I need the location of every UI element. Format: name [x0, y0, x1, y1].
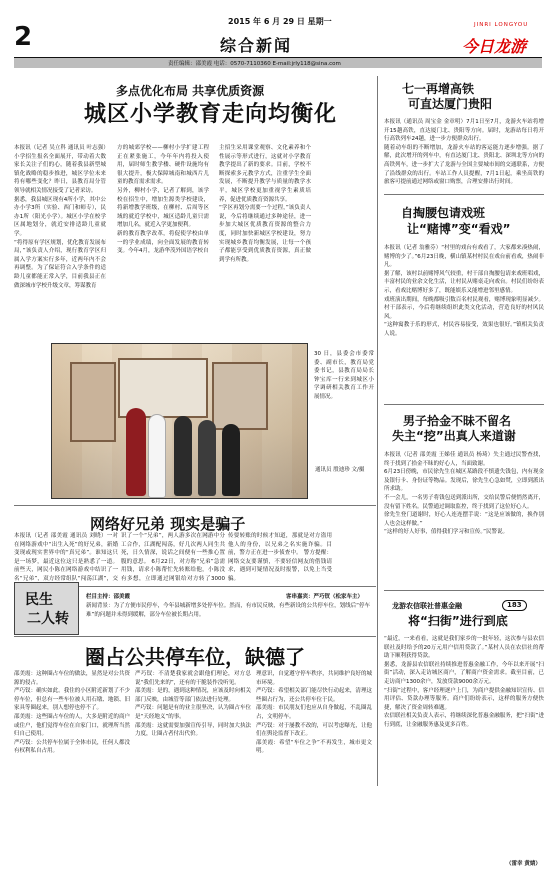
newspaper-logo: 今日龙游 — [462, 37, 527, 56]
column-topic: 新闻背景：为了方便市民停车，今年县城新增多处停车位。然而，有市民反映，有些新设的公共停车位，划线后“停车难”的问题并未得到缓解，部分车位被长期占用。 — [86, 603, 370, 618]
right-a2-kicker: 自掏腰包请戏班 — [401, 206, 486, 220]
editor-line: 责任编辑：邵美霞 电话：0570-7110360 E-mail:jrly118@sina.com — [168, 61, 341, 67]
middle-col-2: 识了一个“兄弟”，两人游多次在网游中分工合作，江湖配闯荡，好几次两人同生共死，日久情深，说话之间便有一些推心置腹的意思。 6月22日，对方称“兄弟”急需用钱，请求小陈帮忙先转账给他，小陈没有多想，立即通过网银给对方转了3000 — [121, 533, 225, 582]
right-a2-headline: 让“赌博”变“看戏” — [407, 222, 511, 236]
bottom-col-1: 邵美霞：这种圈占车位的做法，显然是对公共资源的侵占。 严巧钗：确实如此。我住的小区附近新划了不少停车位，但总有一些车位被人用石墩、地锁、旧家具等圈起来，别人想停也停不了。 邵美霞：这些圈占车位的人，大多是附近的商户或住户，他们觉得车位在自家门口，就理所当然归自己使用。 严巧钗：公共停车位属于全体市民，任何人都没有权利私自占用。 — [14, 671, 130, 755]
right-a1-headline: 可直达厦门贵阳 — [408, 97, 493, 111]
right-a2-body: 本报讯（记者 翁雅芬）“村里的戏台有戏看了，大家都来凑热闹，赌博的少了。”6月23日晚，横山镇某村村民在戏台前看戏，热闹非凡。 据了解，该村以前赌博风气较重，村干部自掏腰包请来戏班唱戏，丰富村民的业余文化生活，让村民从赌桌走向戏台。村民们纷纷表示，看戏比赌博好多了，既能娱乐又能增进邻里感情。 戏班演出期间，每晚都吸引数百名村民观看，赌博现象明显减少。村干部表示，今后将继续组织此类文化活动，营造良好的村风民风。 “这种寓教于乐的形式，村民容易接受，效果也很好。”镇相关负责人说。 — [384, 245, 544, 337]
right-a4-kicker: 龙游农信联社普惠金融 — [392, 602, 462, 610]
page-date: 2015 年 6 月 29 日 星期一 — [228, 17, 332, 26]
right-a1-kicker: 七一再增高铁 — [402, 82, 475, 96]
right-a4-body: “最近，一来看看，这就是我们家乡的一批年轻，这次参与县农信联社及时给予的20万元用户信用贷款了。”某村人员在农信社的帮助下顺利获得贷款。 据悉，龙游县农信联社持续推进普惠金融工作，今年以来开展“扫街”活动，深入走访城区商户，了解商户资金需求。截至目前，已走访商户1300余户，发放贷款9000余万元。 “扫街”过程中，客户经理逐户上门，为商户提供金融知识宣传、信用评估、贷款办理等服务。商户们纷纷表示，这样的服务方便快捷，解决了资金周转难题。 农信联社相关负责人表示，将继续深化普惠金融服务，把“扫街”进行到底，让金融服务惠及更多百姓。 — [384, 636, 544, 728]
page-number: 2 — [14, 22, 33, 52]
lead-col-2: 方的城郊学校——柳村小学扩建工程正在紧张施工，今年年内将投入使用，届时师生教学楼、硬件设施均有很大提升，极大保障城南和城西片儿童的教育需求需求。 另外，柳村小学，记者了解到，该学校在招生中，增加生源类学校建设，将新增教学班级，在柳村、后周等区域的就近学校中，城区适龄儿童只需增加几名，就近入学更加便利。 新的教育教学改革，将促使学校由单一的学业成绩，向全面发展的教育转变。今年4月，龙游华茂外国语学校自 — [117, 145, 209, 255]
section-title: 综合新闻 — [220, 36, 293, 55]
lead-headline: 城区小学教育走向均衡化 — [84, 102, 338, 127]
right-a4-headline: 将“扫街”进行到底 — [408, 614, 508, 628]
column-badge: 民生 二人转 — [14, 582, 79, 635]
lead-kicker: 多点优化布局 共享优质资源 — [116, 84, 265, 98]
right-a1-body: 本报讯（通讯员 周宝金 金章明）7月1日至7月，龙游火车站将增开15趟高铁，直达厦门北、贵阳等方向。届时，龙游站每日将开行高铁列车24趟，进一步方便群众出行。 随着动车组的不断增加，龙游火车站的客运能力逐步增强。据了解，此次增开的列车中，有直达厦门北、贵阳北、深圳北等方向的高铁列车，进一步扩大了龙游与全国主要城市间的交通联系，方便了沿线群众的出行。车站工作人员提醒，7月1日起，乘坐高铁的旅客可提前通过网络或窗口购票，合理安排出行时间。 — [384, 119, 544, 186]
right-a4-number: 183 — [502, 600, 527, 611]
right-a4-credit: （雷幸 黄婧） — [506, 861, 541, 867]
photo-credit: 通讯员 殷迪珍 文/摄 — [315, 467, 365, 473]
middle-headline: 网络好兄弟 现实是骗子 — [90, 515, 246, 533]
middle-col-3: 传要转账的时候才知道，那就是对方盗用他人的身份，以兄弟之名实施诈骗。目前，警方正在进一步侦查中。 警方提醒：网络交友要谨慎，不要轻信网友的借钱请求，遇到可疑情况及时报警，以免上当受骗。 — [228, 533, 332, 582]
newspaper-logo-sub: JINRI LONGYOU — [474, 22, 529, 28]
photo-caption: 30 日，县委会市委常委、副市长，教育局党委书记，县教育局局长钟宝库一行来到城区小学调研相关教育工作开展情况。 — [314, 351, 374, 400]
column-guest-label: 客串嘉宾：严巧钗（松家车主） — [286, 594, 364, 600]
lead-col-1: 本报讯（记者 吴立科 通讯员 叶志强）小学招生报名全面展开，带动着大数家长关注子们的心，随着我县新型城镇化战略的稳步推进，城区学位未来将有哪些变化？昨日，县教育局分管领导就相关情况接受了记者采访。 据悉，我县城区现有4所小学，其中公办小学3所（实验、西门和师专），民办1所（阳光小学）。城区小学在校学区属地划分，就近安排适龄儿童就学。 “将得原有学区规划，优化教育发展布局，”该负责人介绍，现行教育学区归属入学方案实行多年，近两年内不会再调整。为了保证符合入学条件的适龄儿童都能正常入学，目前我县正在做深城市学校升级文章，筹谋教育 — [14, 145, 106, 289]
middle-col-1: 本报讯（记者 邵美霞 通讯员 刘晓）一对在网络游戏中“出生入死”的好兄弟，新婚变现或现实世界中的“真兄弟”。谁知这只是一场梦，最近这位这只是熟悉了一道。 前些天，网民小陈在网络游戏中结识了一名“兄弟”，双方经常组队“闯荡江湖”，交 — [14, 533, 118, 582]
lead-photo — [51, 343, 308, 499]
lead-col-3: 主招生采用课堂观察、文化素养和个性展示等形式进行，这就对小学教育教学提出了新的要求。目前，学校不断探索多元教学方式，注重学生全面发展，不断提升教学与质量的教学水平，城区学校更加重视学生素质培养，促进优质教育资源共享。 “学区再划分需要一个过程，”该负责人说，今后将继续通过多种途径，进一步加大城区优质教育资源的整合力度，同时加快新城区学校建设，努力实现城乡教育均衡发展，让每一个孩子都能享受到优质教育资源，真正做到学有所教。 — [219, 145, 311, 263]
right-a3-headline: 失主“挖”出真人来道谢 — [392, 429, 516, 443]
bottom-col-3: 理意识，自觉遵守停车秩序，共同维护良好的城市环境。 严巧钗：希望相关部门能尽快行动起来，清理这些圈占行为，还公共停车位于民。 邵美霞：市民朋友们也应从自身做起，不乱圈乱占，文明停车。 严巧钗：对于屡教不改的，可以考虑曝光，让他们在舆论监督下改正。 邵美霞：希望“车位之争”不再发生，城市更文明。 — [256, 671, 372, 755]
bottom-col-2: 严巧钗：不清楚我家就会跟他们理论，对方总说“我们先来的”，还有的干脆装作没听见。 邵美霞：是的，遇到这种情况，应该及时向相关部门反映，由城管等部门依法进行处理。 严巧钗：问题是有的业主很坚决，认为圈占车位是“天经地义”的事。 邵美霞：这就需要加强宣传引导，同时加大执法力度，让圈占者付出代价。 — [135, 671, 251, 738]
right-a3-body: 本报讯（记者 邵美霞 王娣佳 通讯员 杨琦）失主通过民警查找，终于找到了拾金不昧的好心人，当面致谢。 6月23日傍晚，市民徐先生在城区某路段不慎遗失钱包，内有现金及银行卡、身份证等物品。发现后，徐先生心急如焚，立即到派出所求助。 不一会儿，一名男子将钱包送到派出所，交给民警后便悄然离开，没有留下姓名。民警通过调取监控，终于找到了这位好心人。 徐先生登门道谢时，好心人连连摆手说：“这是应该做的，换作别人也会这样做。” “这样的好人好事，值得我们学习和宣传。”民警说。 — [384, 452, 544, 536]
bottom-headline: 圈占公共停车位，缺德了 — [85, 645, 305, 669]
right-a3-kicker: 男子拾金不昧不留名 — [403, 414, 512, 428]
column-host-label: 栏目主持：邵美霞 — [86, 594, 131, 600]
